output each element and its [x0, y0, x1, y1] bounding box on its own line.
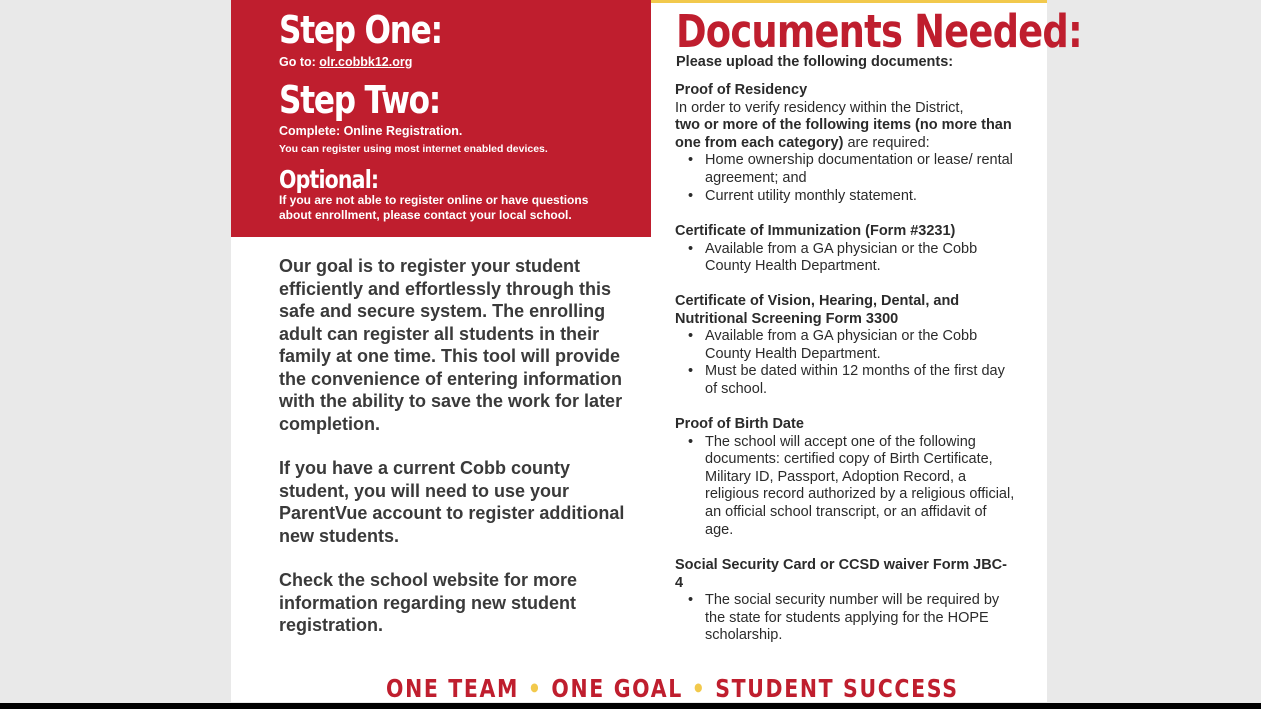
list-item: • Available from a GA physician or the Cobb County Health Department.	[705, 328, 1015, 363]
motto-part-2: ONE GOAL	[551, 674, 683, 703]
step-one-heading: Step One:	[279, 8, 442, 52]
residency-intro-bold: two or more of the following items (no more than one from each category)	[675, 117, 1012, 151]
residency-intro	[675, 100, 1015, 153]
motto-part-3: STUDENT SUCCESS	[715, 674, 959, 703]
complete-line: Complete: Online Registration.	[279, 124, 463, 138]
parentvue-paragraph: If you have a current Cobb county student, you will need to use your ParentVue account to register additional new students.	[279, 458, 625, 546]
residency-heading: Proof of Residency	[675, 82, 808, 98]
registration-link[interactable]: olr.cobbk12.org	[319, 55, 413, 69]
documents-needed-title: Documents Needed:	[676, 5, 1082, 58]
school-website-paragraph: Check the school website for more information regarding new student registration.	[279, 570, 578, 635]
birth-date-section	[675, 416, 1015, 539]
list-item: • The social security number will be required by the state for students applying for the HOPE scholarship.	[705, 592, 1015, 645]
list-item: • Home ownership documentation or lease/ rental agreement; and	[705, 152, 1015, 187]
steps-panel	[231, 0, 651, 237]
optional-line-1: If you are not able to register online or have questions	[279, 193, 589, 207]
optional-heading: Optional:	[279, 165, 379, 194]
list-item: • Current utility monthly statement.	[705, 188, 1015, 206]
go-to-line	[279, 55, 412, 69]
bottom-border	[0, 703, 1261, 709]
residency-section	[675, 82, 1015, 205]
optional-line-2: about enrollment, please contact your local school.	[279, 208, 572, 222]
accent-strip	[651, 0, 1047, 3]
motto-footer	[386, 674, 959, 703]
list-item: • Must be dated within 12 months of the first day of school.	[705, 363, 1015, 398]
birth-date-heading: Proof of Birth Date	[675, 416, 804, 432]
motto-part-1: ONE TEAM	[386, 674, 520, 703]
vision-section	[675, 293, 1015, 399]
go-to-label: Go to:	[279, 55, 316, 69]
list-item: • The school will accept one of the following documents: certified copy of Birth Certificate, Military ID, Passport, Adoption Record, a religious record authorized by a religious official, an official school transcript, or an affidavit of age.	[705, 434, 1015, 540]
vision-heading: Certificate of Vision, Hearing, Dental, and Nutritional Screening Form 3300	[675, 293, 960, 327]
devices-line: You can register using most internet enabled devices.	[279, 143, 548, 155]
upload-instructions: Please upload the following documents:	[676, 54, 954, 70]
residency-intro-plain: In order to verify residency within the District,	[675, 99, 964, 116]
immunization-section	[675, 223, 1015, 276]
residency-intro-tail: are required:	[843, 134, 930, 151]
motto-separator: •	[691, 674, 707, 703]
step-two-heading: Step Two:	[279, 78, 441, 122]
ssn-heading: Social Security Card or CCSD waiver Form JBC-4	[675, 557, 1007, 591]
motto-separator: •	[527, 674, 543, 703]
list-item: • Available from a GA physician or the Cobb County Health Department.	[705, 241, 1015, 276]
ssn-section	[675, 557, 1015, 645]
immunization-heading: Certificate of Immunization (Form #3231)	[675, 223, 956, 239]
goal-paragraph: Our goal is to register your student efficiently and effortlessly through this safe and secure system. The enrolling adult can register all students in their family at one time. This tool will provide the convenience of entering information with the ability to save the work for later completion.	[279, 256, 623, 434]
